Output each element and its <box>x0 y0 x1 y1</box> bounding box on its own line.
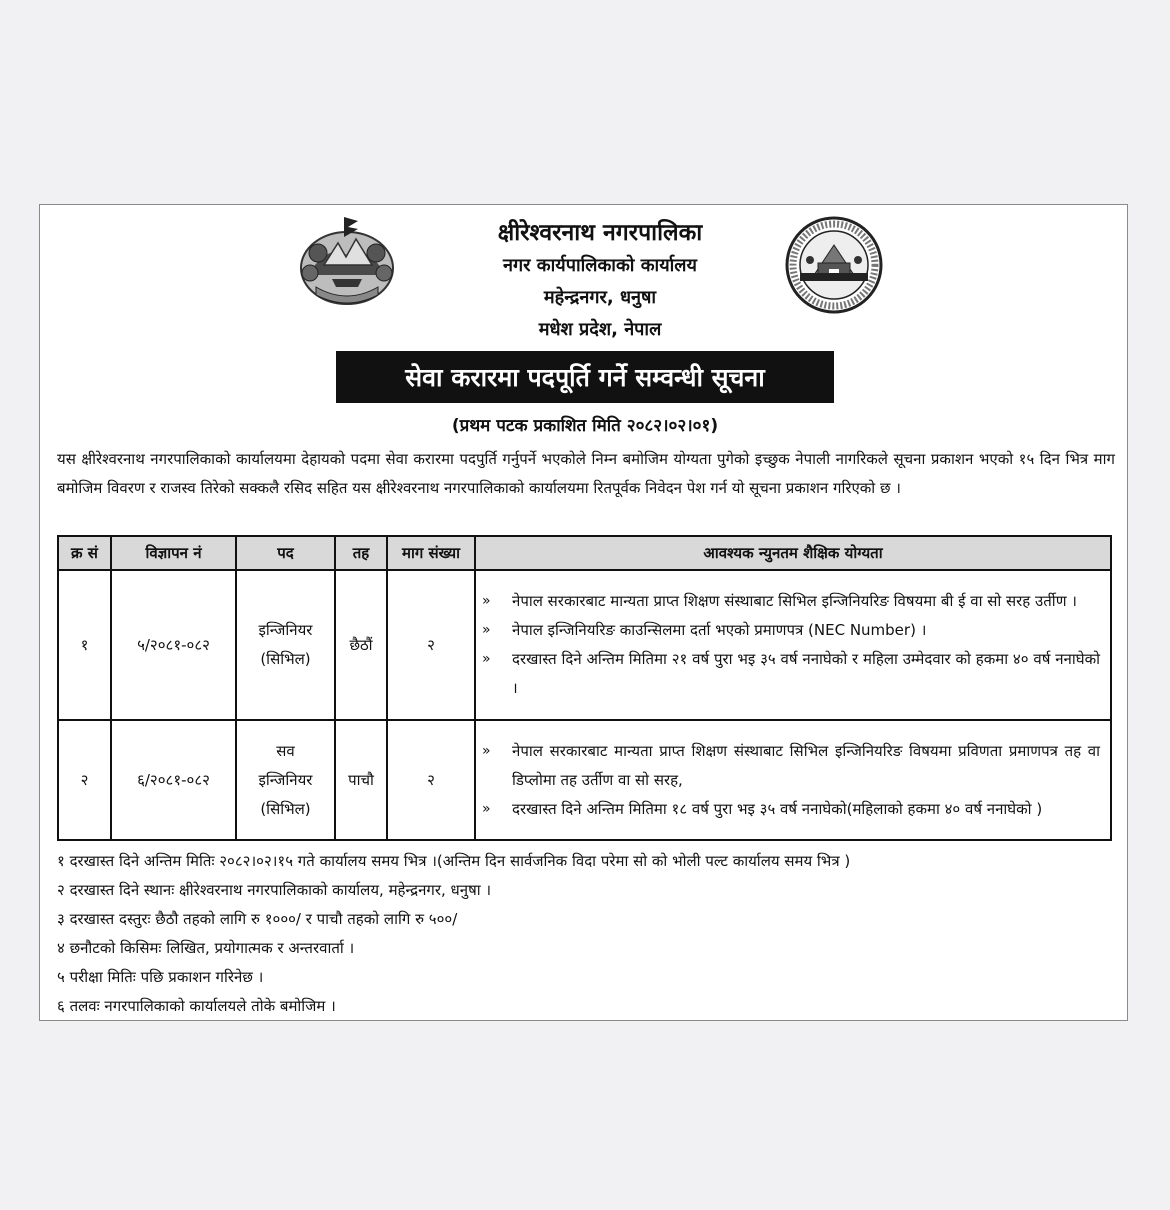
post-line: इन्जिनियर <box>258 621 313 639</box>
post-line: सव <box>276 741 295 760</box>
cell-post <box>236 720 335 840</box>
header-post: पद <box>236 536 335 570</box>
bullet-icon: » <box>482 622 491 638</box>
note-item: ६ तलवः नगरपालिकाको कार्यालयले तोके बमोजिम । <box>57 997 336 1015</box>
note-item: ४ छनौटको किसिमः लिखित, प्रयोगात्मक र अन्तरवार्ता । <box>57 939 355 957</box>
notice-title: सेवा करारमा पदपूर्ति गर्ने सम्वन्धी सूचना <box>405 363 765 392</box>
header-level: तह <box>335 536 387 570</box>
qualification-item: » नेपाल इन्जिनियरिङ काउन्सिलमा दर्ता भएको प्रमाणपत्र (NEC Number) । <box>482 616 1100 645</box>
table-header-row <box>58 536 1111 570</box>
bullet-icon: » <box>482 651 491 667</box>
cell-qualification <box>475 720 1111 840</box>
note-item: ३ दरखास्त दस्तुरः छैठौ तहको लागि रु १०००/ र पाचौ तहको लागि रु ५००/ <box>57 910 458 928</box>
qualification-item: » दरखास्त दिने अन्तिम मितिमा १८ वर्ष पुरा भइ ३५ वर्ष ननाघेको(महिलाको हकमा ४० वर्ष ननाघेको ) <box>482 795 1100 824</box>
cell-demand: २ <box>387 720 475 840</box>
cell-adv-no: ६/२०८१-०८२ <box>111 720 236 840</box>
cell-sn: २ <box>58 720 111 840</box>
note-item: १ दरखास्त दिने अन्तिम मितिः २०८२।०२।१५ गते कार्यालय समय भित्र ।(अन्तिम दिन सार्वजनिक विदा परेमा सो को भोली पल्ट कार्यालय समय भित्र ) <box>57 852 851 870</box>
office-name: नगर कार्यपालिकाको कार्यालय <box>503 255 697 276</box>
bullet-icon: » <box>482 800 491 817</box>
cell-level: पाचौ <box>335 720 387 840</box>
notes-list <box>57 847 1117 1021</box>
municipality-name: क्षीरेश्वरनाथ नगरपालिका <box>497 220 703 246</box>
note-item: ५ परीक्षा मितिः पछि प्रकाशन गरिनेछ । <box>57 968 264 986</box>
post-line: इन्जिनियर <box>258 770 313 789</box>
vacancy-table <box>57 535 1112 841</box>
cell-qualification <box>475 570 1111 720</box>
province-name: मधेश प्रदेश, नेपाल <box>538 319 662 340</box>
office-address: महेन्द्रनगर, धनुषा <box>543 287 657 308</box>
table-row <box>58 720 1111 840</box>
post-line: (सिभिल) <box>260 650 311 668</box>
cell-demand: २ <box>387 570 475 720</box>
post-line: (सिभिल) <box>260 799 311 818</box>
header-demand: माग संख्या <box>387 536 475 570</box>
header-adv-no: विज्ञापन नं <box>111 536 236 570</box>
notice-title-banner <box>336 351 834 403</box>
cell-adv-no: ५/२०८१-०८२ <box>111 570 236 720</box>
cell-level: छैठौं <box>335 570 387 720</box>
cell-sn: १ <box>58 570 111 720</box>
intro-paragraph: यस क्षीरेश्वरनाथ नगरपालिकाको कार्यालयमा देहायको पदमा सेवा करारमा पदपुर्ति गर्नुपर्ने भएकोले निम्न बमोजिम योग्यता पुगेको इच्छुक नेपाली नागरिकले सूचना प्रकाशन भएको १५ दिन भित्र माग बमोजिम विवरण र राजस्व तिरेको सक्कलै रसिद सहित यस क्षीरेश्वरनाथ नगरपालिकाको कार्यालयमा रितपूर्वक निवेदन पेश गर्न यो सूचना प्रकाशन गरिएको छ । <box>57 450 1115 497</box>
bullet-icon: » <box>482 742 491 759</box>
cell-post <box>236 570 335 720</box>
header-sn: क्र सं <box>58 536 111 570</box>
publish-date: (प्रथम पटक प्रकाशित मिति २०८२।०२।०१) <box>451 416 719 436</box>
note-item: २ दरखास्त दिने स्थानः क्षीरेश्वरनाथ नगरपालिकाको कार्यालय, महेन्द्रनगर, धनुषा । <box>57 881 492 899</box>
qualification-item: » दरखास्त दिने अन्तिम मितिमा २१ वर्ष पुरा भइ ३५ वर्ष ननाघेको र महिला उम्मेदवार को हकमा ४० वर्ष ननाघेको । <box>482 645 1100 703</box>
notice-sheet <box>39 204 1128 1021</box>
table-row <box>58 570 1111 720</box>
qualification-item: » नेपाल सरकारबाट मान्यता प्राप्त शिक्षण संस्थाबाट सिभिल इन्जिनियरिङ विषयमा प्रविणता प्रमाणपत्र तह वा डिप्लोमा तह उर्तीण वा सो सरह, <box>482 737 1100 795</box>
header-qualification: आवश्यक न्युनतम शैक्षिक योग्यता <box>475 536 1111 570</box>
bullet-icon: » <box>482 593 491 609</box>
qualification-item: » नेपाल सरकारबाट मान्यता प्राप्त शिक्षण संस्थाबाट सिभिल इन्जिनियरिङ विषयमा बी ई वा सो सरह उर्तीण । <box>482 587 1100 616</box>
